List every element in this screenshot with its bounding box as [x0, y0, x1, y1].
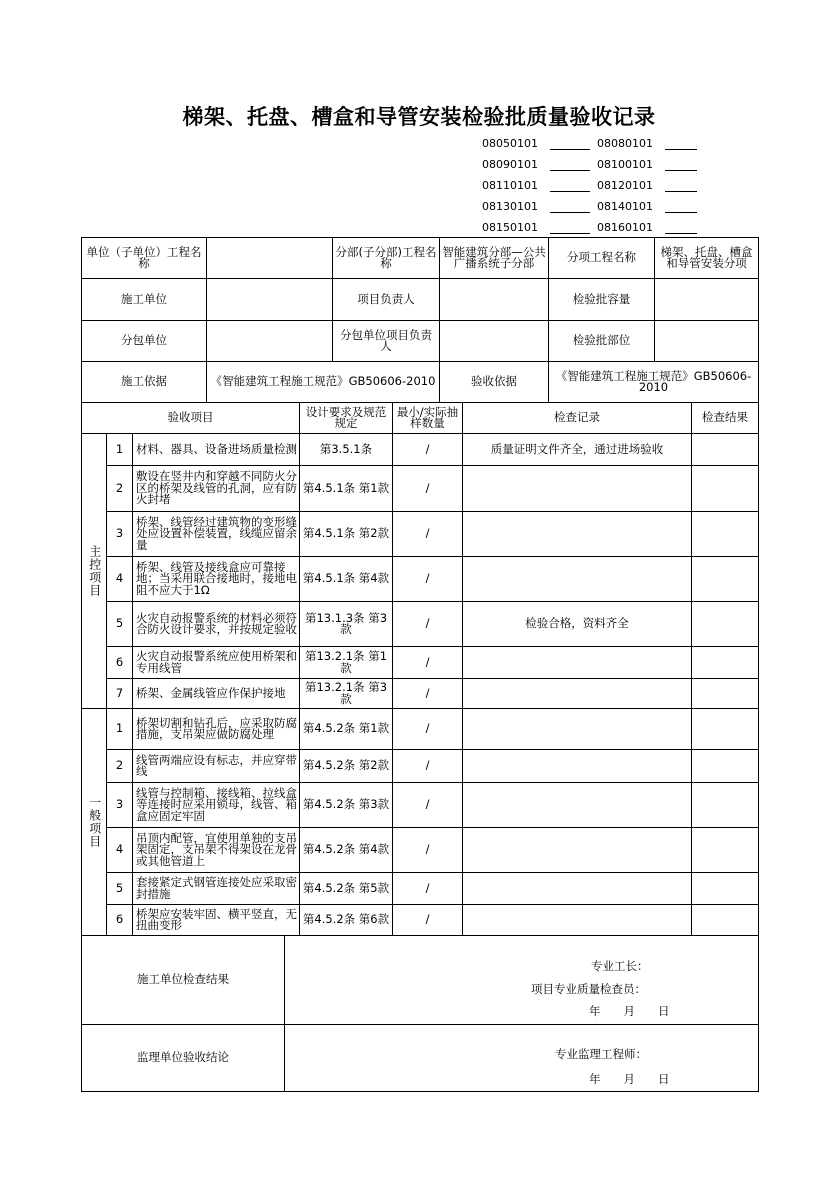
item-number: 4 [107, 557, 133, 602]
batch-location-value[interactable] [655, 321, 759, 362]
item-result[interactable] [692, 602, 759, 647]
item-result[interactable] [692, 679, 759, 709]
item-number: 3 [107, 783, 133, 828]
col-min-sample: 最小/实际抽样数量 [393, 403, 463, 434]
item-text: 桥架切割和钻孔后，应采取防腐措施，支吊架应做防腐处理 [133, 709, 300, 750]
item-sample[interactable]: / [393, 828, 463, 873]
code-number: 08120101 [597, 179, 653, 192]
code-number: 08050101 [482, 137, 538, 150]
item-spec: 第3.5.1条 [300, 434, 393, 466]
item-number: 5 [107, 873, 133, 905]
general-group-text: 一般项目 [87, 796, 102, 848]
page-title: 梯架、托盘、槽盒和导管安装检验批质量验收记录 [182, 104, 656, 129]
main-group-text: 主控项目 [87, 545, 102, 597]
acceptance-basis-value[interactable]: 《智能建筑工程施工规范》GB50606-2010 [549, 362, 759, 403]
item-record[interactable] [463, 679, 692, 709]
acceptance-basis-label: 验收依据 [440, 362, 549, 403]
item-spec: 第4.5.2条 第3款 [300, 783, 393, 828]
item-record[interactable] [463, 512, 692, 557]
item-record[interactable]: 质量证明文件齐全，通过进场验收 [463, 434, 692, 466]
code-list [482, 133, 697, 238]
col-item: 验收项目 [81, 403, 300, 434]
supervisor-date: 年 月 日 [589, 1072, 670, 1086]
item-result[interactable] [692, 647, 759, 679]
item-sample[interactable]: / [393, 512, 463, 557]
item-result[interactable] [692, 905, 759, 936]
contractor-value[interactable] [207, 279, 333, 321]
code-row [482, 154, 697, 175]
item-sample[interactable]: / [393, 905, 463, 936]
code-blank[interactable] [550, 200, 590, 213]
code-blank[interactable] [665, 179, 697, 192]
item-number: 6 [107, 905, 133, 936]
code-number: 08130101 [482, 200, 538, 213]
code-blank[interactable] [665, 158, 697, 171]
item-sample[interactable]: / [393, 750, 463, 783]
code-number: 08080101 [597, 137, 653, 150]
code-row [482, 196, 697, 217]
item-record[interactable] [463, 905, 692, 936]
item-record[interactable] [463, 783, 692, 828]
construction-basis-label: 施工依据 [81, 362, 207, 403]
item-number: 1 [107, 709, 133, 750]
division-label: 分部(子分部)工程名称 [333, 237, 440, 279]
item-sample[interactable]: / [393, 647, 463, 679]
code-blank[interactable] [550, 179, 590, 192]
item-record[interactable] [463, 647, 692, 679]
item-spec: 第13.2.1条 第3款 [300, 679, 393, 709]
code-number: 08140101 [597, 200, 653, 213]
item-spec: 第4.5.1条 第1款 [300, 466, 393, 512]
contractor-label: 施工单位 [81, 279, 207, 321]
item-record[interactable]: 检验合格，资料齐全 [463, 602, 692, 647]
code-blank[interactable] [550, 158, 590, 171]
item-sample[interactable]: / [393, 557, 463, 602]
contractor-check-label: 施工单位检查结果 [81, 936, 285, 1025]
code-number: 08110101 [482, 179, 538, 192]
code-blank[interactable] [665, 137, 697, 150]
general-group-label [81, 709, 107, 936]
item-number: 5 [107, 602, 133, 647]
item-sample[interactable]: / [393, 783, 463, 828]
subitem-value[interactable]: 梯架、托盘、槽盒和导管安装分项 [655, 237, 759, 279]
main-group-label [81, 434, 107, 709]
item-spec: 第4.5.2条 第2款 [300, 750, 393, 783]
item-result[interactable] [692, 828, 759, 873]
item-number: 3 [107, 512, 133, 557]
item-text: 桥架应安装牢固、横平竖直，无扭曲变形 [133, 905, 300, 936]
inspection-form [81, 237, 759, 1092]
item-number: 7 [107, 679, 133, 709]
item-spec: 第4.5.1条 第2款 [300, 512, 393, 557]
subcontractor-label: 分包单位 [81, 321, 207, 362]
item-text: 材料、器具、设备进场质量检测 [133, 434, 300, 466]
subcontractor-value[interactable] [207, 321, 333, 362]
item-text: 桥架、金属线管应作保护接地 [133, 679, 300, 709]
item-sample[interactable]: / [393, 709, 463, 750]
item-spec: 第13.1.3条 第3款 [300, 602, 393, 647]
item-result[interactable] [692, 709, 759, 750]
code-number: 08160101 [597, 221, 653, 234]
item-text: 火灾自动报警系统应使用桥架和专用线管 [133, 647, 300, 679]
construction-basis-value[interactable]: 《智能建筑工程施工规范》GB50606-2010 [207, 362, 440, 403]
code-number: 08090101 [482, 158, 538, 171]
item-text: 线管与控制箱、接线箱、拉线盒等连接时应采用锁母，线管、箱盒应固定牢固 [133, 783, 300, 828]
item-number: 1 [107, 434, 133, 466]
item-sample[interactable]: / [393, 602, 463, 647]
batch-capacity-value[interactable] [655, 279, 759, 321]
contractor-check-area[interactable] [285, 936, 759, 1025]
item-spec: 第4.5.2条 第4款 [300, 828, 393, 873]
item-text: 吊顶内配管，宜使用单独的支吊架固定，支吊架不得架设在龙骨或其他管道上 [133, 828, 300, 873]
project-manager-label: 项目负责人 [333, 279, 440, 321]
item-number: 2 [107, 466, 133, 512]
item-result[interactable] [692, 434, 759, 466]
item-text: 火灾自动报警系统的材料必须符合防火设计要求，并按规定验收 [133, 602, 300, 647]
item-text: 敷设在竖井内和穿越不同防火分区的桥架及线管的孔洞，应有防火封堵 [133, 466, 300, 512]
unit-label: 单位（子单位）工程名称 [81, 237, 207, 279]
item-sample[interactable]: / [393, 434, 463, 466]
item-record[interactable] [463, 873, 692, 905]
supervising-engineer-label: 专业监理工程师： [555, 1047, 647, 1061]
item-record[interactable] [463, 709, 692, 750]
item-result[interactable] [692, 750, 759, 783]
item-text: 桥架、线管经过建筑物的变形缝处应设置补偿装置，线缆应留余量 [133, 512, 300, 557]
code-row [482, 217, 697, 238]
supervisor-check-area[interactable] [285, 1025, 759, 1092]
code-number: 08100101 [597, 158, 653, 171]
item-result[interactable] [692, 466, 759, 512]
subitem-label: 分项工程名称 [549, 237, 655, 279]
code-blank[interactable] [550, 137, 590, 150]
item-sample[interactable]: / [393, 679, 463, 709]
item-spec: 第4.5.2条 第5款 [300, 873, 393, 905]
item-sample[interactable]: / [393, 873, 463, 905]
item-text: 桥架、线管及接线盒应可靠接地；当采用联合接地时，接地电阻不应大于1Ω [133, 557, 300, 602]
col-design: 设计要求及规范规定 [300, 403, 393, 434]
unit-value[interactable] [207, 237, 333, 279]
col-result: 检查结果 [692, 403, 759, 434]
batch-capacity-label: 检验批容量 [549, 279, 655, 321]
foreman-label: 专业工长： [591, 959, 649, 973]
batch-location-label: 检验批部位 [549, 321, 655, 362]
item-record[interactable] [463, 828, 692, 873]
item-result[interactable] [692, 512, 759, 557]
item-sample[interactable]: / [393, 466, 463, 512]
item-result[interactable] [692, 557, 759, 602]
sub-pm-value[interactable] [440, 321, 549, 362]
item-number: 4 [107, 828, 133, 873]
sub-pm-label: 分包单位项目负责人 [333, 321, 440, 362]
code-blank[interactable] [550, 221, 590, 234]
item-result[interactable] [692, 873, 759, 905]
item-spec: 第13.2.1条 第1款 [300, 647, 393, 679]
item-text: 线管两端应设有标志，并应穿带线 [133, 750, 300, 783]
code-number: 08150101 [482, 221, 538, 234]
supervisor-check-label: 监理单位验收结论 [81, 1025, 285, 1092]
item-result[interactable] [692, 783, 759, 828]
project-manager-value[interactable] [440, 279, 549, 321]
col-record: 检查记录 [463, 403, 692, 434]
division-value[interactable]: 智能建筑分部—公共广播系统子分部 [440, 237, 549, 279]
item-record[interactable] [463, 557, 692, 602]
code-row [482, 175, 697, 196]
item-spec: 第4.5.1条 第4款 [300, 557, 393, 602]
item-number: 6 [107, 647, 133, 679]
item-spec: 第4.5.2条 第1款 [300, 709, 393, 750]
item-text: 套接紧定式钢管连接处应采取密封措施 [133, 873, 300, 905]
quality-inspector-label: 项目专业质量检查员： [531, 982, 646, 996]
item-record[interactable] [463, 750, 692, 783]
item-record[interactable] [463, 466, 692, 512]
item-spec: 第4.5.2条 第6款 [300, 905, 393, 936]
code-row [482, 133, 697, 154]
code-blank[interactable] [665, 200, 697, 213]
code-blank[interactable] [665, 221, 697, 234]
item-number: 2 [107, 750, 133, 783]
contractor-date: 年 月 日 [589, 1004, 670, 1018]
